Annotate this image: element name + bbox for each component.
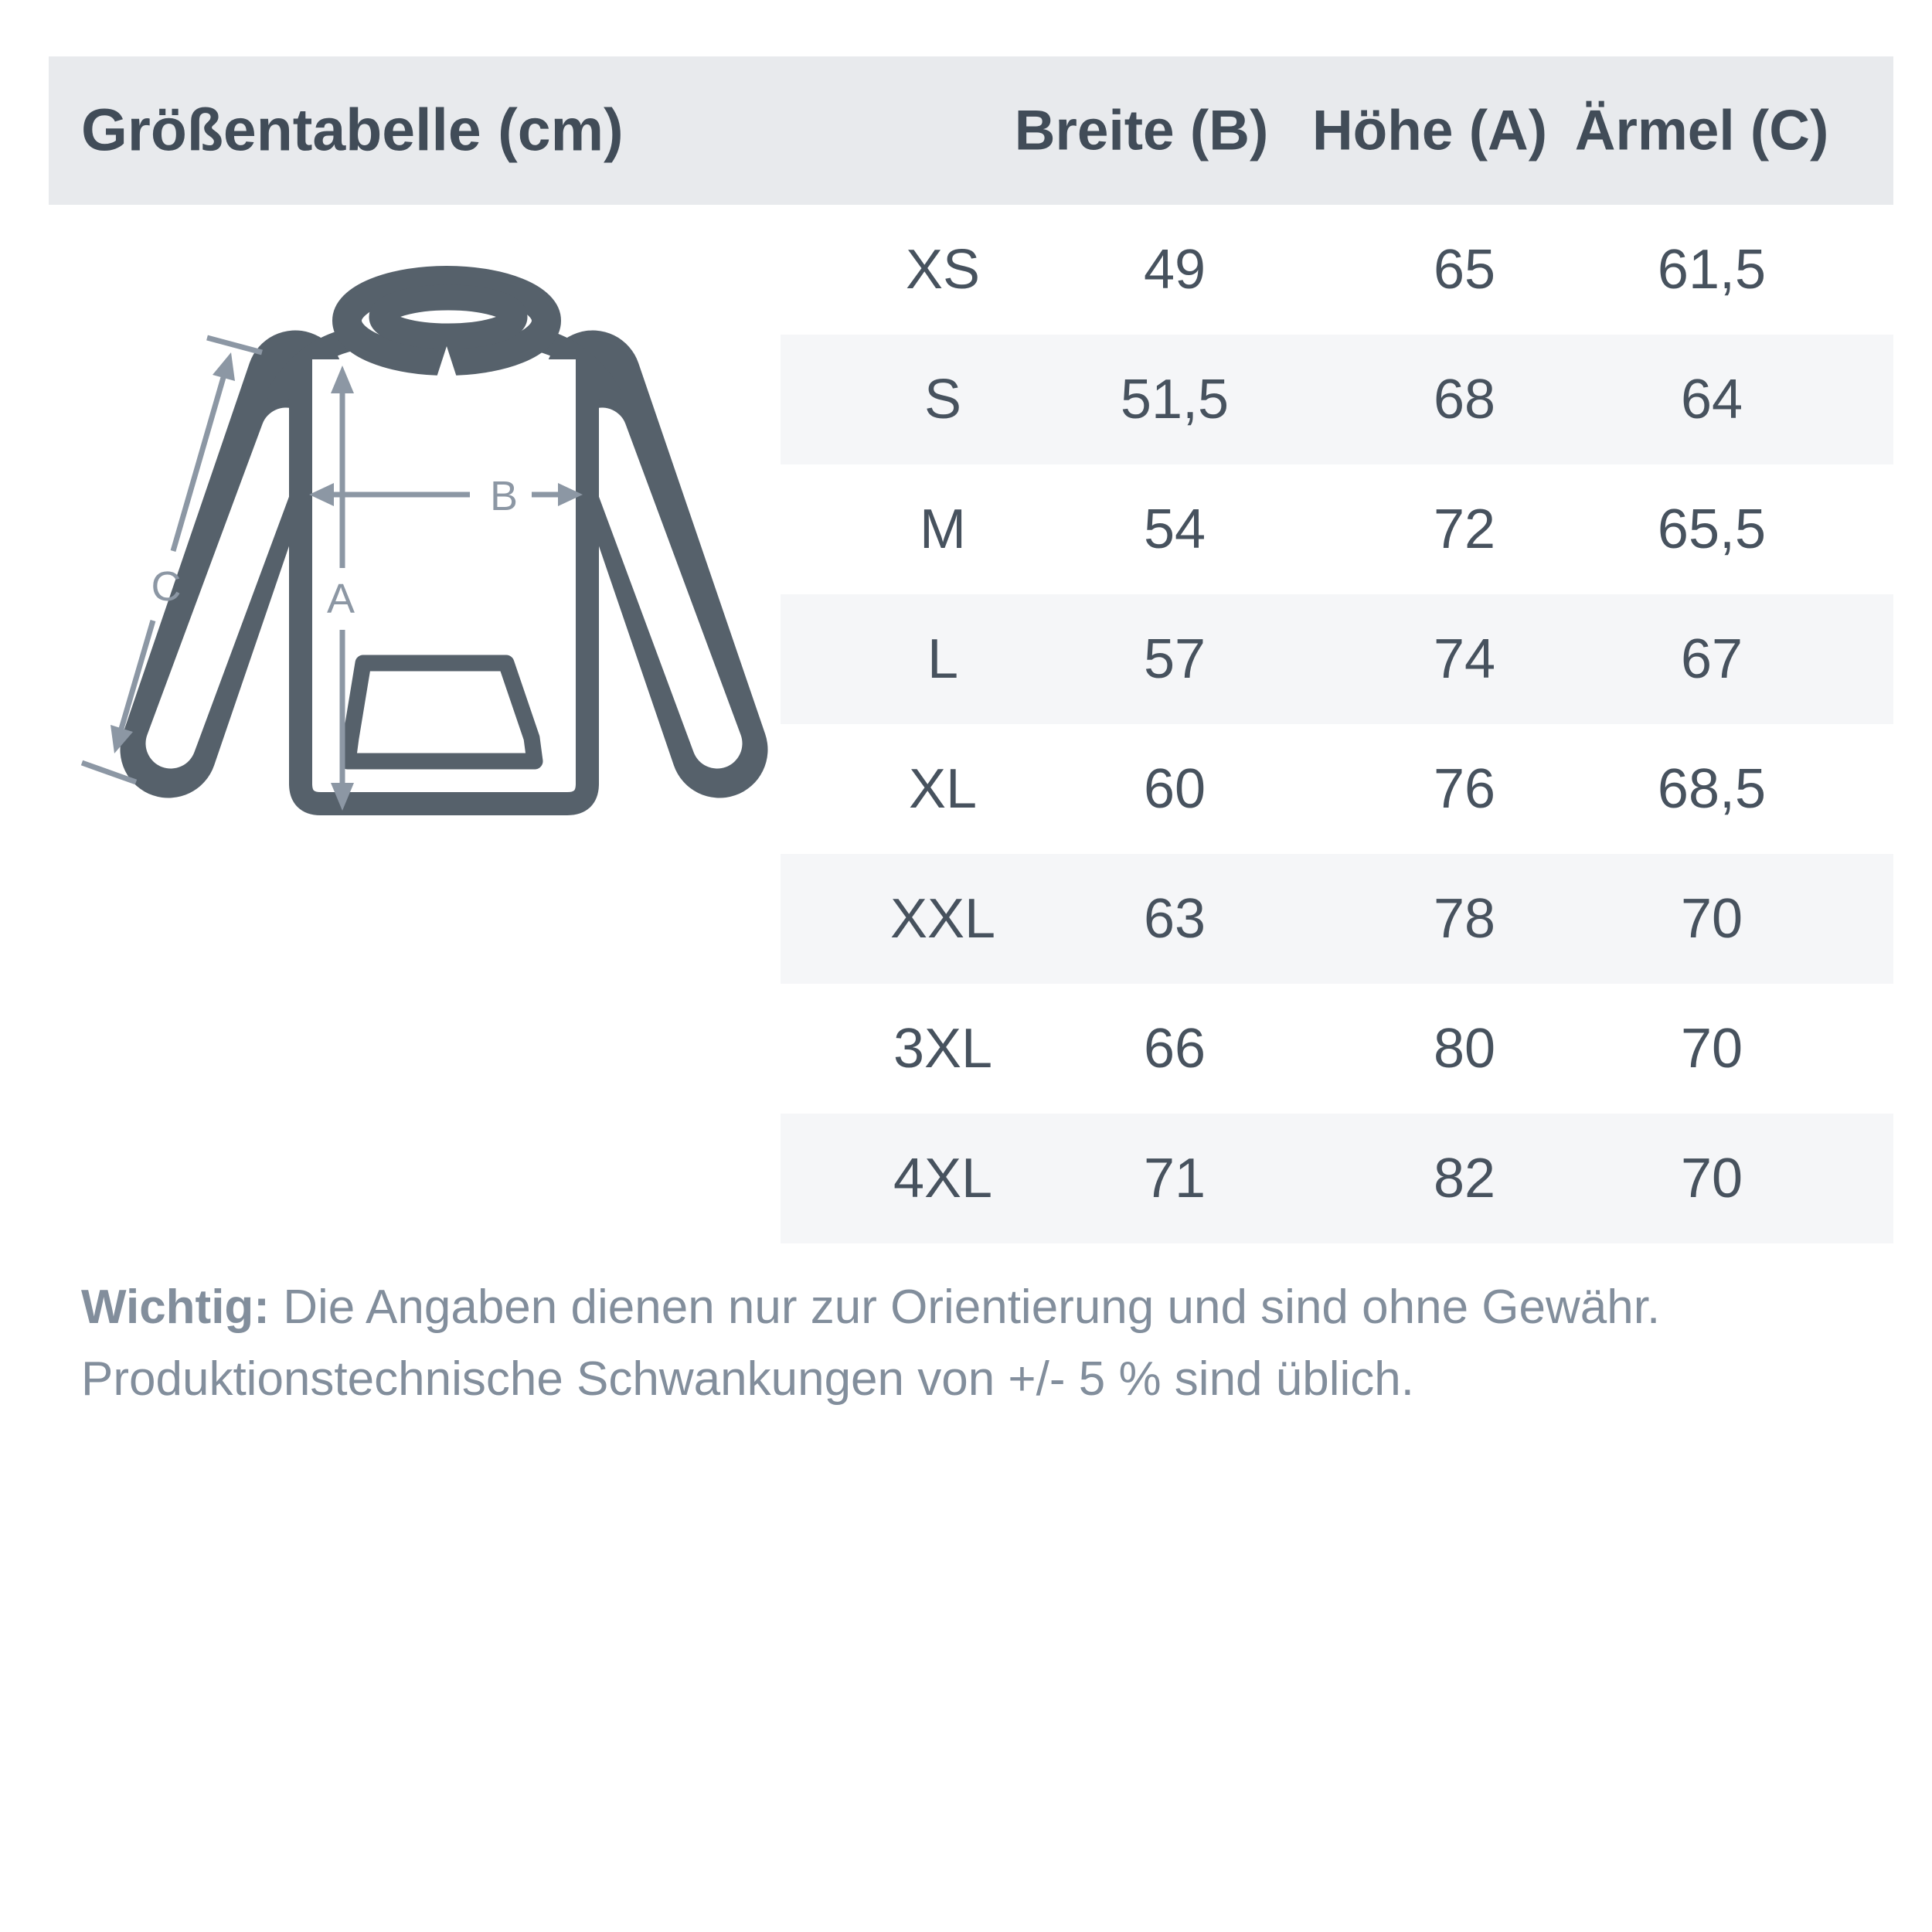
dimension-label-b: B	[489, 473, 519, 519]
size-label: XL	[908, 758, 978, 820]
hoehe-value: 72	[1433, 498, 1496, 560]
aermel-value: 70	[1680, 888, 1743, 950]
breite-value: 66	[1143, 1018, 1206, 1080]
disclaimer-important-label: Wichtig:	[81, 1281, 270, 1334]
hoehe-value: 76	[1433, 758, 1496, 820]
hood-inner	[382, 298, 515, 336]
page-title: Größentabelle (cm)	[81, 97, 624, 164]
aermel-value: 67	[1680, 628, 1743, 690]
breite-value: 57	[1143, 628, 1206, 690]
column-header-aermel: Ärmel (C)	[1574, 99, 1829, 162]
breite-value: 51,5	[1120, 369, 1230, 430]
breite-value: 71	[1143, 1148, 1206, 1209]
size-label: 3XL	[893, 1018, 993, 1080]
hoehe-value: 80	[1433, 1018, 1496, 1080]
hoehe-value: 78	[1433, 888, 1496, 950]
disclaimer-line2: Produktionstechnische Schwankungen von +/- 5 % sind üblich.	[81, 1352, 1414, 1406]
table-row-m	[781, 464, 1893, 594]
size-label: S	[923, 369, 962, 430]
size-table	[781, 205, 1893, 1243]
hoehe-value: 65	[1433, 239, 1496, 301]
hoehe-value: 68	[1433, 369, 1496, 430]
size-label: M	[920, 498, 966, 560]
size-label: XXL	[889, 888, 996, 950]
size-label: XS	[905, 239, 981, 301]
breite-value: 63	[1143, 888, 1206, 950]
disclaimer-note	[81, 1271, 1828, 1415]
table-row-4xl	[781, 1114, 1893, 1243]
table-header	[49, 56, 1893, 205]
table-row-l	[781, 594, 1893, 724]
table-row-3xl	[781, 984, 1893, 1114]
table-row-xl	[781, 724, 1893, 854]
breite-value: 60	[1143, 758, 1206, 820]
table-row-xs	[781, 205, 1893, 335]
hoodie-diagram-icon	[46, 209, 819, 873]
table-row-s	[781, 335, 1893, 464]
disclaimer-line1: Die Angaben dienen nur zur Orientierung und sind ohne Gewähr.	[283, 1281, 1661, 1334]
dimension-label-a: A	[326, 576, 355, 622]
kangaroo-pocket	[348, 663, 535, 761]
hoehe-value: 82	[1433, 1148, 1496, 1209]
aermel-value: 70	[1680, 1018, 1743, 1080]
aermel-value: 64	[1680, 369, 1743, 430]
size-label: L	[927, 628, 959, 690]
aermel-value: 70	[1680, 1148, 1743, 1209]
size-label: 4XL	[893, 1148, 993, 1209]
breite-value: 54	[1143, 498, 1206, 560]
dimension-label-c: C	[151, 563, 182, 610]
breite-value: 49	[1143, 239, 1206, 301]
hoehe-value: 74	[1433, 628, 1496, 690]
column-header-hoehe: Höhe (A)	[1311, 99, 1548, 162]
column-header-breite: Breite (B)	[1014, 99, 1269, 162]
aermel-value: 61,5	[1657, 239, 1767, 301]
aermel-value: 65,5	[1657, 498, 1767, 560]
table-row-xxl	[781, 854, 1893, 984]
aermel-value: 68,5	[1657, 758, 1767, 820]
